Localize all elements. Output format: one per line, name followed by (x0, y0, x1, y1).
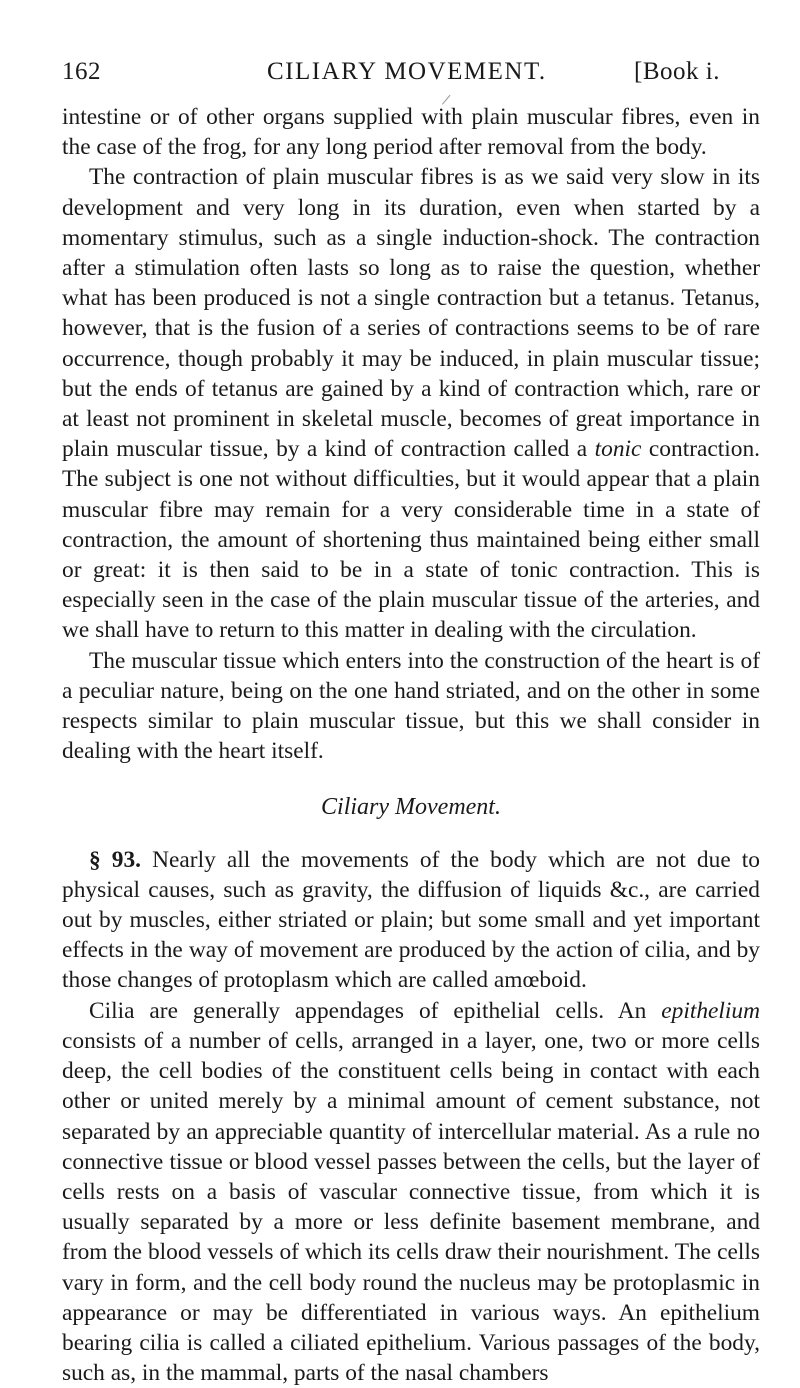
running-title: CILIARY MOVEMENT. (267, 58, 547, 85)
paragraph-epithelium (62, 996, 760, 1388)
paragraph-text: The contraction of plain muscular fibres is as we said very slow in its development and very long in its duration, even when started by a momentary stimulus, such as a single induction-shock. The contraction after a stimulation often lasts so long as to raise the question, whether what has been produced is not a single contraction but a tetanus. Tetanus, however, that is the fusion of a series of contractions seems to be of rare occurrence, though probably it may be induced, in plain muscular tissue; but the ends of tetanus are gained by a kind of contraction which, rare or at least not prominent in skeletal muscle, becomes of great importance in plain muscular tissue, by a kind of contraction called a (62, 164, 760, 463)
emphasis-tonic: tonic (594, 436, 642, 463)
paragraph-text: consists of a number of cells, arranged in a layer, one, two or more cells deep, the cell bodies of the constituent cells being in contact with each other or united merely by a minimal amount of cement substance, not separated by an appreciable quantity of intercellular material. As a rule no connective tissue or blood vessel passes between the cells, but the layer of cells rests on a basis of vascular connective tissue, from which it is usually separated by a more or less definite basement membrane, and from the blood vessels of which its cells draw their nourishment. The cells vary in form, and the cell body round the nucleus may be protoplasmic in appearance or may be differentiated in various ways. An epithelium bearing cilia is called a ciliated epithelium. Various passages of the body, such as, in the mammal, parts of the nasal chambers (62, 1027, 760, 1387)
section-number: § 93. (89, 846, 142, 873)
page-number: 162 (62, 58, 101, 85)
section-heading: Ciliary Movement. (321, 794, 501, 821)
emphasis-epithelium: epithelium (661, 997, 760, 1024)
paragraph-section-93 (62, 845, 760, 996)
paragraph-tonic-contraction (62, 162, 760, 645)
paragraph-continued: intestine or of other organs supplied with plain muscular fibres, even in the case of the frog, for any long period after removal from the body. (62, 104, 760, 161)
paragraph-text: Cilia are generally appendages of epithelial cells. An (89, 997, 662, 1024)
body-text (62, 102, 760, 1388)
paragraph-text: Nearly all the movements of the body which are not due to physical causes, such as gravity, the diffusion of liquids &c., are carried out by muscles, either striated or plain; but some small and yet important effects in the way of movement are produced by the action of cilia, and by those changes of protoplasm which are called amœboid. (62, 846, 760, 994)
book-label: [Book i. (634, 58, 720, 85)
paragraph-text: contraction. The subject is one not without difficulties, but it would appear that a plain muscular fibre may remain for a very considerable time in a state of contraction, the amount of shortening thus maintained being either small or great: it is then said to be in a state of tonic contraction. This is especially seen in the case of the plain muscular tissue of the arteries, and we shall have to return to this matter in dealing with the circulation. (62, 436, 760, 644)
running-head (62, 58, 760, 102)
paragraph-heart-muscle: The muscular tissue which enters into the construction of the heart is of a peculiar nature, being on the one hand striated, and on the other in some respects similar to plain muscular tissue, but this we shall consider in dealing with the heart itself. (62, 647, 760, 765)
